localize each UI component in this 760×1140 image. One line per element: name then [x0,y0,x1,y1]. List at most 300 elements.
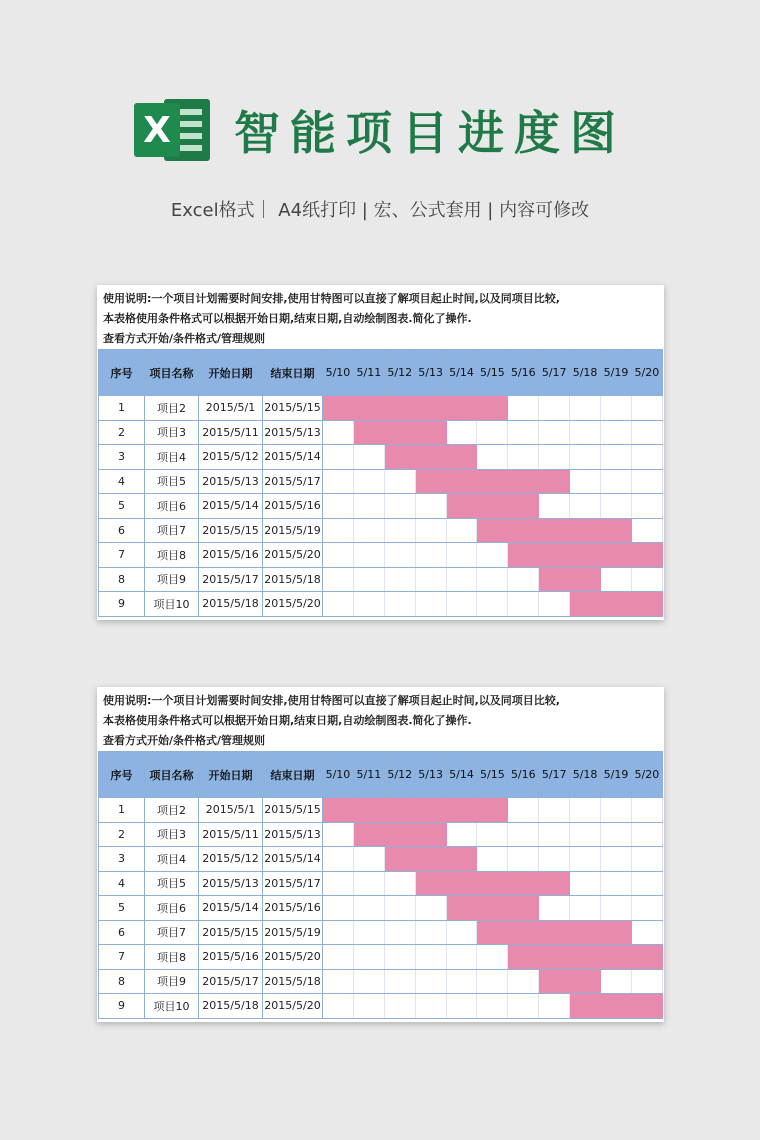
gantt-empty-cell[interactable] [323,945,354,970]
cell-end[interactable]: 2015/5/20 [263,994,323,1019]
cell-end[interactable]: 2015/5/17 [263,469,323,494]
date-column-header[interactable]: 5/13 [415,350,446,396]
cell-no[interactable]: 9 [99,592,145,617]
gantt-empty-cell[interactable] [353,567,384,592]
date-column-header[interactable]: 5/20 [631,350,662,396]
gantt-empty-cell[interactable] [631,567,662,592]
gantt-empty-cell[interactable] [353,896,384,921]
gantt-empty-cell[interactable] [539,994,570,1019]
gantt-bar-cell[interactable] [415,420,446,445]
date-column-header[interactable]: 5/12 [384,350,415,396]
date-column-header[interactable]: 5/18 [570,752,601,798]
gantt-empty-cell[interactable] [508,994,539,1019]
gantt-bar-cell[interactable] [570,592,601,617]
gantt-empty-cell[interactable] [570,494,601,519]
gantt-empty-cell[interactable] [508,969,539,994]
gantt-bar-cell[interactable] [446,445,477,470]
gantt-empty-cell[interactable] [570,871,601,896]
cell-no[interactable]: 5 [99,494,145,519]
gantt-empty-cell[interactable] [384,920,415,945]
gantt-bar-cell[interactable] [570,920,601,945]
gantt-empty-cell[interactable] [323,896,354,921]
gantt-empty-cell[interactable] [323,543,354,568]
gantt-empty-cell[interactable] [353,592,384,617]
date-column-header[interactable]: 5/15 [477,752,508,798]
gantt-empty-cell[interactable] [631,896,662,921]
date-column-header[interactable]: 5/10 [323,350,354,396]
gantt-empty-cell[interactable] [323,420,354,445]
gantt-bar-cell[interactable] [446,494,477,519]
gantt-empty-cell[interactable] [415,567,446,592]
date-column-header[interactable]: 5/20 [631,752,662,798]
gantt-bar-cell[interactable] [384,396,415,421]
gantt-bar-cell[interactable] [415,798,446,823]
gantt-empty-cell[interactable] [601,969,632,994]
gantt-bar-cell[interactable] [384,445,415,470]
gantt-empty-cell[interactable] [415,920,446,945]
gantt-empty-cell[interactable] [631,518,662,543]
gantt-empty-cell[interactable] [601,798,632,823]
gantt-bar-cell[interactable] [601,945,632,970]
gantt-empty-cell[interactable] [415,896,446,921]
cell-name[interactable]: 项目9 [145,969,199,994]
gantt-bar-cell[interactable] [508,543,539,568]
gantt-empty-cell[interactable] [384,945,415,970]
cell-start[interactable]: 2015/5/15 [199,920,263,945]
gantt-empty-cell[interactable] [353,920,384,945]
cell-end[interactable]: 2015/5/20 [263,945,323,970]
gantt-bar-cell[interactable] [508,920,539,945]
cell-end[interactable]: 2015/5/19 [263,920,323,945]
gantt-empty-cell[interactable] [631,798,662,823]
gantt-bar-cell[interactable] [415,847,446,872]
gantt-empty-cell[interactable] [508,567,539,592]
cell-no[interactable]: 8 [99,969,145,994]
cell-no[interactable]: 6 [99,920,145,945]
gantt-empty-cell[interactable] [477,822,508,847]
gantt-empty-cell[interactable] [446,994,477,1019]
gantt-empty-cell[interactable] [384,543,415,568]
gantt-empty-cell[interactable] [384,592,415,617]
cell-start[interactable]: 2015/5/16 [199,945,263,970]
gantt-empty-cell[interactable] [631,969,662,994]
gantt-empty-cell[interactable] [323,847,354,872]
gantt-empty-cell[interactable] [570,822,601,847]
gantt-bar-cell[interactable] [570,518,601,543]
gantt-empty-cell[interactable] [601,494,632,519]
date-column-header[interactable]: 5/16 [508,752,539,798]
gantt-empty-cell[interactable] [384,494,415,519]
gantt-empty-cell[interactable] [508,420,539,445]
gantt-empty-cell[interactable] [631,822,662,847]
gantt-empty-cell[interactable] [601,847,632,872]
gantt-bar-cell[interactable] [384,420,415,445]
gantt-bar-cell[interactable] [384,798,415,823]
gantt-bar-cell[interactable] [539,969,570,994]
gantt-empty-cell[interactable] [631,920,662,945]
gantt-bar-cell[interactable] [539,567,570,592]
gantt-empty-cell[interactable] [384,896,415,921]
gantt-bar-cell[interactable] [570,543,601,568]
gantt-empty-cell[interactable] [415,518,446,543]
gantt-bar-cell[interactable] [570,969,601,994]
gantt-empty-cell[interactable] [539,798,570,823]
gantt-empty-cell[interactable] [384,994,415,1019]
gantt-empty-cell[interactable] [477,847,508,872]
gantt-bar-cell[interactable] [323,798,354,823]
gantt-empty-cell[interactable] [384,567,415,592]
gantt-bar-cell[interactable] [323,396,354,421]
cell-end[interactable]: 2015/5/16 [263,896,323,921]
column-header[interactable]: 序号 [99,350,145,396]
cell-start[interactable]: 2015/5/13 [199,871,263,896]
cell-no[interactable]: 2 [99,420,145,445]
date-column-header[interactable]: 5/17 [539,752,570,798]
gantt-empty-cell[interactable] [477,994,508,1019]
column-header[interactable]: 开始日期 [199,752,263,798]
gantt-empty-cell[interactable] [446,420,477,445]
cell-no[interactable]: 7 [99,945,145,970]
gantt-empty-cell[interactable] [323,994,354,1019]
cell-no[interactable]: 4 [99,871,145,896]
cell-name[interactable]: 项目5 [145,469,199,494]
gantt-bar-cell[interactable] [601,592,632,617]
gantt-empty-cell[interactable] [446,518,477,543]
date-column-header[interactable]: 5/13 [415,752,446,798]
gantt-empty-cell[interactable] [539,847,570,872]
gantt-empty-cell[interactable] [477,567,508,592]
gantt-bar-cell[interactable] [353,420,384,445]
gantt-bar-cell[interactable] [415,871,446,896]
gantt-empty-cell[interactable] [570,445,601,470]
date-column-header[interactable]: 5/17 [539,350,570,396]
cell-end[interactable]: 2015/5/13 [263,822,323,847]
date-column-header[interactable]: 5/11 [353,350,384,396]
gantt-empty-cell[interactable] [446,543,477,568]
gantt-bar-cell[interactable] [601,518,632,543]
gantt-bar-cell[interactable] [539,543,570,568]
cell-end[interactable]: 2015/5/20 [263,543,323,568]
gantt-empty-cell[interactable] [631,469,662,494]
gantt-bar-cell[interactable] [631,543,662,568]
gantt-empty-cell[interactable] [477,445,508,470]
gantt-empty-cell[interactable] [353,847,384,872]
gantt-empty-cell[interactable] [601,420,632,445]
gantt-empty-cell[interactable] [477,945,508,970]
cell-start[interactable]: 2015/5/14 [199,494,263,519]
gantt-bar-cell[interactable] [446,469,477,494]
gantt-empty-cell[interactable] [446,969,477,994]
gantt-empty-cell[interactable] [570,798,601,823]
cell-end[interactable]: 2015/5/15 [263,798,323,823]
gantt-empty-cell[interactable] [353,543,384,568]
gantt-empty-cell[interactable] [323,494,354,519]
gantt-empty-cell[interactable] [353,494,384,519]
cell-end[interactable]: 2015/5/16 [263,494,323,519]
gantt-empty-cell[interactable] [601,567,632,592]
gantt-empty-cell[interactable] [570,896,601,921]
gantt-empty-cell[interactable] [323,871,354,896]
gantt-empty-cell[interactable] [323,969,354,994]
gantt-empty-cell[interactable] [415,945,446,970]
cell-no[interactable]: 8 [99,567,145,592]
gantt-empty-cell[interactable] [353,994,384,1019]
cell-name[interactable]: 项目4 [145,847,199,872]
gantt-empty-cell[interactable] [570,847,601,872]
gantt-empty-cell[interactable] [601,396,632,421]
gantt-empty-cell[interactable] [415,543,446,568]
gantt-empty-cell[interactable] [631,396,662,421]
gantt-empty-cell[interactable] [384,518,415,543]
gantt-empty-cell[interactable] [539,592,570,617]
gantt-bar-cell[interactable] [446,896,477,921]
gantt-empty-cell[interactable] [323,920,354,945]
gantt-empty-cell[interactable] [323,518,354,543]
cell-start[interactable]: 2015/5/15 [199,518,263,543]
cell-end[interactable]: 2015/5/13 [263,420,323,445]
gantt-bar-cell[interactable] [415,822,446,847]
gantt-bar-cell[interactable] [477,896,508,921]
cell-name[interactable]: 项目6 [145,494,199,519]
cell-name[interactable]: 项目9 [145,567,199,592]
gantt-empty-cell[interactable] [323,445,354,470]
gantt-bar-cell[interactable] [477,518,508,543]
cell-name[interactable]: 项目10 [145,592,199,617]
gantt-empty-cell[interactable] [601,896,632,921]
gantt-bar-cell[interactable] [601,994,632,1019]
gantt-bar-cell[interactable] [384,847,415,872]
gantt-empty-cell[interactable] [415,994,446,1019]
gantt-bar-cell[interactable] [477,920,508,945]
gantt-bar-cell[interactable] [353,396,384,421]
date-column-header[interactable]: 5/11 [353,752,384,798]
gantt-empty-cell[interactable] [446,567,477,592]
cell-no[interactable]: 3 [99,847,145,872]
cell-start[interactable]: 2015/5/17 [199,567,263,592]
gantt-empty-cell[interactable] [570,469,601,494]
gantt-bar-cell[interactable] [508,518,539,543]
cell-name[interactable]: 项目7 [145,920,199,945]
gantt-empty-cell[interactable] [539,445,570,470]
gantt-empty-cell[interactable] [323,469,354,494]
gantt-bar-cell[interactable] [415,396,446,421]
gantt-empty-cell[interactable] [539,896,570,921]
cell-no[interactable]: 9 [99,994,145,1019]
cell-no[interactable]: 7 [99,543,145,568]
date-column-header[interactable]: 5/15 [477,350,508,396]
gantt-bar-cell[interactable] [353,822,384,847]
cell-start[interactable]: 2015/5/16 [199,543,263,568]
date-column-header[interactable]: 5/19 [601,350,632,396]
gantt-empty-cell[interactable] [601,871,632,896]
gantt-empty-cell[interactable] [570,420,601,445]
gantt-empty-cell[interactable] [446,592,477,617]
gantt-bar-cell[interactable] [477,798,508,823]
gantt-bar-cell[interactable] [415,469,446,494]
gantt-empty-cell[interactable] [631,494,662,519]
gantt-bar-cell[interactable] [601,920,632,945]
gantt-empty-cell[interactable] [631,420,662,445]
gantt-empty-cell[interactable] [477,420,508,445]
gantt-empty-cell[interactable] [539,822,570,847]
cell-end[interactable]: 2015/5/17 [263,871,323,896]
gantt-empty-cell[interactable] [631,847,662,872]
cell-start[interactable]: 2015/5/1 [199,798,263,823]
gantt-bar-cell[interactable] [446,847,477,872]
gantt-empty-cell[interactable] [384,969,415,994]
cell-no[interactable]: 2 [99,822,145,847]
gantt-bar-cell[interactable] [508,896,539,921]
gantt-empty-cell[interactable] [508,798,539,823]
gantt-bar-cell[interactable] [570,994,601,1019]
gantt-bar-cell[interactable] [477,396,508,421]
gantt-bar-cell[interactable] [570,945,601,970]
gantt-empty-cell[interactable] [323,592,354,617]
gantt-empty-cell[interactable] [446,920,477,945]
cell-name[interactable]: 项目6 [145,896,199,921]
gantt-empty-cell[interactable] [508,592,539,617]
gantt-bar-cell[interactable] [508,871,539,896]
gantt-bar-cell[interactable] [446,396,477,421]
gantt-bar-cell[interactable] [539,920,570,945]
cell-end[interactable]: 2015/5/15 [263,396,323,421]
cell-name[interactable]: 项目3 [145,822,199,847]
date-column-header[interactable]: 5/10 [323,752,354,798]
gantt-empty-cell[interactable] [477,543,508,568]
cell-end[interactable]: 2015/5/20 [263,592,323,617]
gantt-empty-cell[interactable] [477,592,508,617]
cell-end[interactable]: 2015/5/19 [263,518,323,543]
cell-name[interactable]: 项目8 [145,945,199,970]
date-column-header[interactable]: 5/14 [446,350,477,396]
cell-no[interactable]: 6 [99,518,145,543]
gantt-empty-cell[interactable] [384,469,415,494]
gantt-empty-cell[interactable] [323,822,354,847]
date-column-header[interactable]: 5/18 [570,350,601,396]
gantt-bar-cell[interactable] [631,945,662,970]
cell-end[interactable]: 2015/5/14 [263,847,323,872]
gantt-bar-cell[interactable] [477,469,508,494]
gantt-empty-cell[interactable] [631,871,662,896]
gantt-empty-cell[interactable] [384,871,415,896]
gantt-bar-cell[interactable] [539,871,570,896]
gantt-empty-cell[interactable] [353,945,384,970]
cell-start[interactable]: 2015/5/11 [199,420,263,445]
column-header[interactable]: 结束日期 [263,350,323,396]
gantt-bar-cell[interactable] [353,798,384,823]
cell-name[interactable]: 项目3 [145,420,199,445]
gantt-empty-cell[interactable] [446,945,477,970]
gantt-empty-cell[interactable] [415,969,446,994]
gantt-empty-cell[interactable] [477,969,508,994]
gantt-bar-cell[interactable] [539,518,570,543]
column-header[interactable]: 项目名称 [145,752,199,798]
gantt-bar-cell[interactable] [601,543,632,568]
cell-start[interactable]: 2015/5/18 [199,994,263,1019]
gantt-bar-cell[interactable] [539,945,570,970]
gantt-empty-cell[interactable] [353,445,384,470]
cell-start[interactable]: 2015/5/12 [199,847,263,872]
gantt-empty-cell[interactable] [323,567,354,592]
gantt-empty-cell[interactable] [601,822,632,847]
cell-name[interactable]: 项目2 [145,396,199,421]
gantt-bar-cell[interactable] [631,592,662,617]
cell-no[interactable]: 1 [99,798,145,823]
cell-name[interactable]: 项目4 [145,445,199,470]
cell-start[interactable]: 2015/5/1 [199,396,263,421]
gantt-empty-cell[interactable] [508,445,539,470]
date-column-header[interactable]: 5/14 [446,752,477,798]
gantt-empty-cell[interactable] [539,396,570,421]
cell-start[interactable]: 2015/5/13 [199,469,263,494]
cell-no[interactable]: 3 [99,445,145,470]
gantt-bar-cell[interactable] [415,445,446,470]
gantt-empty-cell[interactable] [631,445,662,470]
cell-name[interactable]: 项目7 [145,518,199,543]
date-column-header[interactable]: 5/19 [601,752,632,798]
cell-start[interactable]: 2015/5/18 [199,592,263,617]
cell-name[interactable]: 项目8 [145,543,199,568]
gantt-empty-cell[interactable] [539,494,570,519]
gantt-empty-cell[interactable] [415,494,446,519]
cell-no[interactable]: 1 [99,396,145,421]
gantt-bar-cell[interactable] [477,871,508,896]
gantt-empty-cell[interactable] [508,847,539,872]
gantt-empty-cell[interactable] [601,469,632,494]
gantt-bar-cell[interactable] [477,494,508,519]
gantt-bar-cell[interactable] [508,945,539,970]
gantt-empty-cell[interactable] [415,592,446,617]
column-header[interactable]: 序号 [99,752,145,798]
gantt-empty-cell[interactable] [353,518,384,543]
gantt-bar-cell[interactable] [446,871,477,896]
gantt-bar-cell[interactable] [508,494,539,519]
column-header[interactable]: 结束日期 [263,752,323,798]
cell-name[interactable]: 项目2 [145,798,199,823]
gantt-empty-cell[interactable] [353,969,384,994]
cell-start[interactable]: 2015/5/12 [199,445,263,470]
gantt-empty-cell[interactable] [508,396,539,421]
cell-name[interactable]: 项目5 [145,871,199,896]
cell-end[interactable]: 2015/5/14 [263,445,323,470]
cell-start[interactable]: 2015/5/11 [199,822,263,847]
date-column-header[interactable]: 5/12 [384,752,415,798]
gantt-empty-cell[interactable] [353,871,384,896]
date-column-header[interactable]: 5/16 [508,350,539,396]
gantt-empty-cell[interactable] [508,822,539,847]
gantt-bar-cell[interactable] [570,567,601,592]
gantt-bar-cell[interactable] [446,798,477,823]
gantt-bar-cell[interactable] [508,469,539,494]
gantt-empty-cell[interactable] [353,469,384,494]
cell-no[interactable]: 4 [99,469,145,494]
cell-no[interactable]: 5 [99,896,145,921]
cell-start[interactable]: 2015/5/17 [199,969,263,994]
gantt-empty-cell[interactable] [570,396,601,421]
gantt-empty-cell[interactable] [446,822,477,847]
gantt-bar-cell[interactable] [631,994,662,1019]
cell-start[interactable]: 2015/5/14 [199,896,263,921]
cell-end[interactable]: 2015/5/18 [263,969,323,994]
cell-end[interactable]: 2015/5/18 [263,567,323,592]
gantt-bar-cell[interactable] [384,822,415,847]
gantt-empty-cell[interactable] [539,420,570,445]
gantt-empty-cell[interactable] [601,445,632,470]
column-header[interactable]: 开始日期 [199,350,263,396]
column-header[interactable]: 项目名称 [145,350,199,396]
cell-name[interactable]: 项目10 [145,994,199,1019]
gantt-bar-cell[interactable] [539,469,570,494]
